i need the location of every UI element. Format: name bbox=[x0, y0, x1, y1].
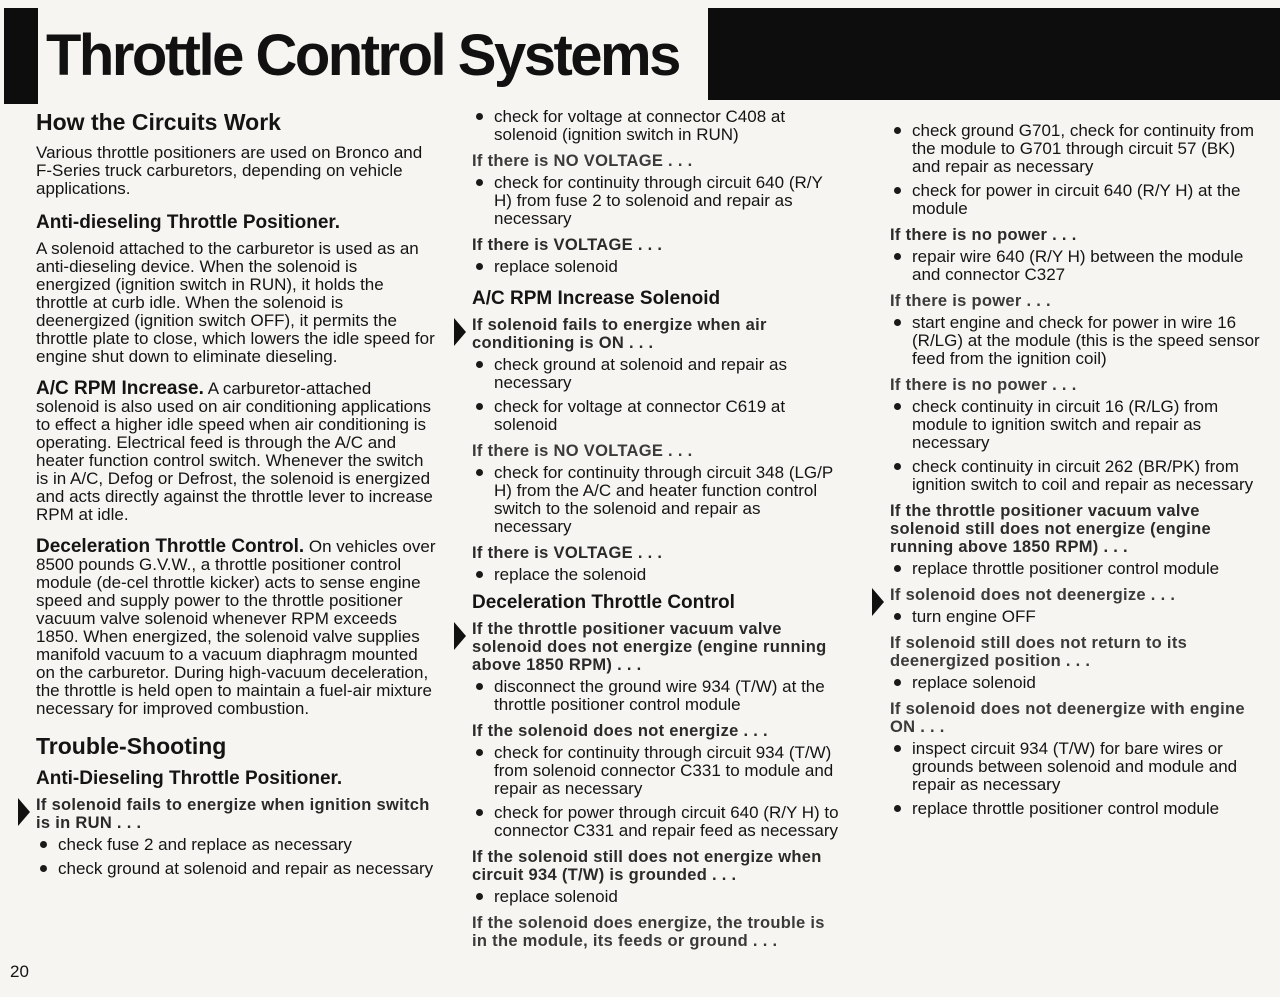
list-item bbox=[472, 258, 842, 276]
pointer-arrow-icon bbox=[454, 622, 466, 650]
anti-dieseling-paragraph: A solenoid attached to the carburetor is used as an anti-dieseling device. When the solenoid is energized (ignition switch in RUN), it holds the throttle at curb idle. When the solenoid is deenergized (ignition switch OFF), it permits the throttle plate to close, which lowers the idle speed for engine shut down to eliminate dieseling. bbox=[36, 239, 435, 366]
list-item bbox=[472, 398, 842, 434]
bullet-icon bbox=[476, 361, 483, 368]
list-item-text: replace solenoid bbox=[494, 887, 618, 906]
step-list bbox=[36, 836, 436, 878]
list-item bbox=[890, 182, 1260, 218]
list-item bbox=[472, 464, 842, 536]
step-list bbox=[472, 258, 842, 276]
list-item-text: start engine and check for power in wire 16 (R/LG) at the module (this is the speed sensor feed from the ignition coil) bbox=[912, 313, 1260, 368]
list-item bbox=[472, 108, 842, 144]
step-list bbox=[472, 744, 842, 840]
step-list bbox=[890, 122, 1260, 218]
list-item-text: check fuse 2 and replace as necessary bbox=[58, 835, 352, 854]
list-item-text: replace the solenoid bbox=[494, 565, 647, 584]
page-title: Throttle Control Systems bbox=[46, 23, 679, 88]
step-list bbox=[472, 888, 842, 906]
bullet-icon bbox=[894, 565, 901, 572]
header-left-bar bbox=[4, 8, 38, 104]
step-list bbox=[472, 678, 842, 714]
bullet-icon bbox=[476, 403, 483, 410]
list-item-text: check for continuity through circuit 640 (R/Y H) from fuse 2 to solenoid and repair as necessary bbox=[494, 173, 823, 228]
step-list bbox=[890, 560, 1260, 578]
bullet-icon bbox=[894, 127, 901, 134]
condition-text: If there is power . . . bbox=[890, 292, 1051, 310]
bullet-icon bbox=[476, 683, 483, 690]
bullet-icon bbox=[894, 463, 901, 470]
list-item bbox=[890, 674, 1260, 692]
condition-text: If the solenoid does not energize . . . bbox=[472, 722, 768, 740]
ac-rpm-runin: A/C RPM Increase. bbox=[36, 378, 204, 399]
step-list bbox=[472, 356, 842, 434]
list-item bbox=[472, 174, 842, 228]
list-item-text: replace solenoid bbox=[494, 257, 618, 276]
column-1 bbox=[36, 108, 436, 886]
bullet-icon bbox=[894, 679, 901, 686]
page-number: 20 bbox=[10, 962, 29, 981]
list-item bbox=[890, 398, 1260, 452]
bullet-icon bbox=[894, 253, 901, 260]
list-item-text: check continuity in circuit 262 (BR/PK) from ignition switch to coil and repair as necessary bbox=[912, 457, 1254, 494]
condition-text: If solenoid does not deenergize . . . bbox=[890, 586, 1176, 604]
step-list bbox=[890, 314, 1260, 368]
bullet-icon bbox=[894, 613, 901, 620]
step-list bbox=[890, 674, 1260, 692]
step-list bbox=[472, 566, 842, 584]
condition-block bbox=[36, 796, 436, 832]
condition-block bbox=[472, 620, 842, 674]
list-item-text: inspect circuit 934 (T/W) for bare wires or grounds between solenoid and module and repair as necessary bbox=[912, 739, 1238, 794]
list-item bbox=[472, 678, 842, 714]
condition-block bbox=[890, 586, 1260, 604]
condition-text: If there is no power . . . bbox=[890, 376, 1077, 394]
condition-text: If the solenoid does energize, the trouble is in the module, its feeds or ground . . . bbox=[472, 914, 825, 950]
heading-ac-rpm-solenoid: A/C RPM Increase Solenoid bbox=[472, 288, 721, 309]
bullet-icon bbox=[476, 179, 483, 186]
condition-text: If solenoid fails to energize when ignition switch is in RUN . . . bbox=[36, 796, 430, 832]
list-item bbox=[472, 804, 842, 840]
step-list bbox=[890, 248, 1260, 284]
bullet-icon bbox=[476, 263, 483, 270]
step-list bbox=[472, 174, 842, 228]
condition-text: If solenoid does not deenergize with engine ON . . . bbox=[890, 700, 1245, 736]
condition-text: If there is NO VOLTAGE . . . bbox=[472, 442, 693, 460]
header-right-bar bbox=[708, 8, 1280, 100]
condition-text: If solenoid still does not return to its deenergized position . . . bbox=[890, 634, 1188, 670]
list-item-text: check for power in circuit 640 (R/Y H) at the module bbox=[912, 181, 1241, 218]
bullet-icon bbox=[476, 571, 483, 578]
list-item-text: replace throttle positioner control module bbox=[912, 559, 1220, 578]
bullet-icon bbox=[476, 469, 483, 476]
list-item bbox=[472, 888, 842, 906]
list-item-text: check for voltage at connector C408 at solenoid (ignition switch in RUN) bbox=[494, 107, 786, 144]
list-item-text: disconnect the ground wire 934 (T/W) at the throttle positioner control module bbox=[494, 677, 825, 714]
decel-paragraph bbox=[36, 538, 436, 718]
decel-runin: Deceleration Throttle Control. bbox=[36, 536, 305, 557]
condition-text: If solenoid fails to energize when air conditioning is ON . . . bbox=[472, 316, 767, 352]
list-item-text: check ground at solenoid and repair as necessary bbox=[58, 859, 434, 878]
condition-text: If there is no power . . . bbox=[890, 226, 1077, 244]
step-list bbox=[890, 740, 1260, 818]
heading-ts-anti-dieseling: Anti-Dieseling Throttle Positioner. bbox=[36, 768, 343, 789]
column-2 bbox=[472, 108, 842, 954]
pointer-arrow-icon bbox=[872, 588, 884, 616]
list-item bbox=[36, 836, 436, 854]
list-item bbox=[890, 314, 1260, 368]
bullet-icon bbox=[476, 809, 483, 816]
ac-rpm-paragraph bbox=[36, 380, 436, 524]
bullet-icon bbox=[476, 749, 483, 756]
list-item bbox=[890, 560, 1260, 578]
bullet-icon bbox=[894, 319, 901, 326]
bullet-icon bbox=[40, 841, 47, 848]
list-item bbox=[890, 800, 1260, 818]
column-3 bbox=[890, 122, 1260, 826]
condition-text: If there is VOLTAGE . . . bbox=[472, 544, 663, 562]
step-list bbox=[890, 398, 1260, 494]
condition-text: If the throttle positioner vacuum valve solenoid still does not energize (engine running above 1850 RPM) . . . bbox=[890, 502, 1211, 556]
condition-text: If the solenoid still does not energize when circuit 934 (T/W) is grounded . . . bbox=[472, 848, 822, 884]
list-item bbox=[890, 458, 1260, 494]
heading-decel-control: Deceleration Throttle Control bbox=[472, 592, 735, 613]
list-item bbox=[472, 356, 842, 392]
bullet-icon bbox=[894, 403, 901, 410]
pointer-arrow-icon bbox=[454, 318, 466, 346]
ac-rpm-text: A carburetor-attached solenoid is also used on air conditioning applications to effect a higher idle speed when air conditioning is operating. Electrical feed is through the A/C and heater function control switch. Whenever the switch is in A/C, Defog or Defrost, the solenoid is energized and acts directly against the throttle lever to increase RPM at idle. bbox=[36, 379, 433, 524]
list-item-text: check ground G701, check for continuity from the module to G701 through circuit 57 (BK) and repair as necessary bbox=[912, 121, 1255, 176]
list-item bbox=[890, 608, 1260, 626]
bullet-icon bbox=[476, 893, 483, 900]
heading-how-circuits-work: How the Circuits Work bbox=[36, 109, 281, 135]
list-item-text: check continuity in circuit 16 (R/LG) from module to ignition switch and repair as necessary bbox=[912, 397, 1219, 452]
bullet-icon bbox=[476, 113, 483, 120]
pointer-arrow-icon bbox=[18, 798, 30, 826]
bullet-icon bbox=[894, 805, 901, 812]
list-item bbox=[890, 740, 1260, 794]
condition-block bbox=[472, 316, 842, 352]
list-item-text: check for continuity through circuit 934 (T/W) from solenoid connector C331 to module and repair as necessary bbox=[494, 743, 834, 798]
list-item bbox=[472, 744, 842, 798]
list-item-text: check for voltage at connector C619 at solenoid bbox=[494, 397, 786, 434]
condition-text: If the throttle positioner vacuum valve solenoid does not energize (engine running above 1850 RPM) . . . bbox=[472, 620, 827, 674]
step-list bbox=[472, 108, 842, 144]
list-item-text: check for continuity through circuit 348 (LG/P H) from the A/C and heater function control switch to the solenoid and repair as necessary bbox=[494, 463, 833, 536]
heading-anti-dieseling: Anti-dieseling Throttle Positioner. bbox=[36, 212, 341, 233]
bullet-icon bbox=[894, 745, 901, 752]
step-list bbox=[472, 464, 842, 536]
list-item-text: check for power through circuit 640 (R/Y H) to connector C331 and repair feed as necessary bbox=[494, 803, 839, 840]
list-item bbox=[36, 860, 436, 878]
condition-text: If there is NO VOLTAGE . . . bbox=[472, 152, 693, 170]
list-item-text: repair wire 640 (R/Y H) between the module and connector C327 bbox=[912, 247, 1244, 284]
bullet-icon bbox=[40, 865, 47, 872]
intro-paragraph: Various throttle positioners are used on Bronco and F-Series truck carburetors, depending on vehicle applications. bbox=[36, 143, 423, 198]
condition-text: If there is VOLTAGE . . . bbox=[472, 236, 663, 254]
decel-text: On vehicles over 8500 pounds G.V.W., a throttle positioner control module (de-cel throttle kicker) acts to sense engine speed and supply power to the throttle positioner vacuum valve solenoid whenever RPM exceeds 1850. When energized, the solenoid valve supplies manifold vacuum to a vacuum diaphragm mounted on the carburetor. During high-vacuum deceleration, the throttle is held open to maintain a fuel-air mixture necessary for improved combustion. bbox=[36, 537, 436, 718]
list-item bbox=[890, 248, 1260, 284]
list-item bbox=[890, 122, 1260, 176]
list-item-text: replace solenoid bbox=[912, 673, 1036, 692]
list-item bbox=[472, 566, 842, 584]
list-item-text: turn engine OFF bbox=[912, 607, 1036, 626]
heading-trouble-shooting: Trouble-Shooting bbox=[36, 733, 227, 759]
bullet-icon bbox=[894, 187, 901, 194]
list-item-text: replace throttle positioner control module bbox=[912, 799, 1220, 818]
list-item-text: check ground at solenoid and repair as necessary bbox=[494, 355, 787, 392]
step-list bbox=[890, 608, 1260, 626]
